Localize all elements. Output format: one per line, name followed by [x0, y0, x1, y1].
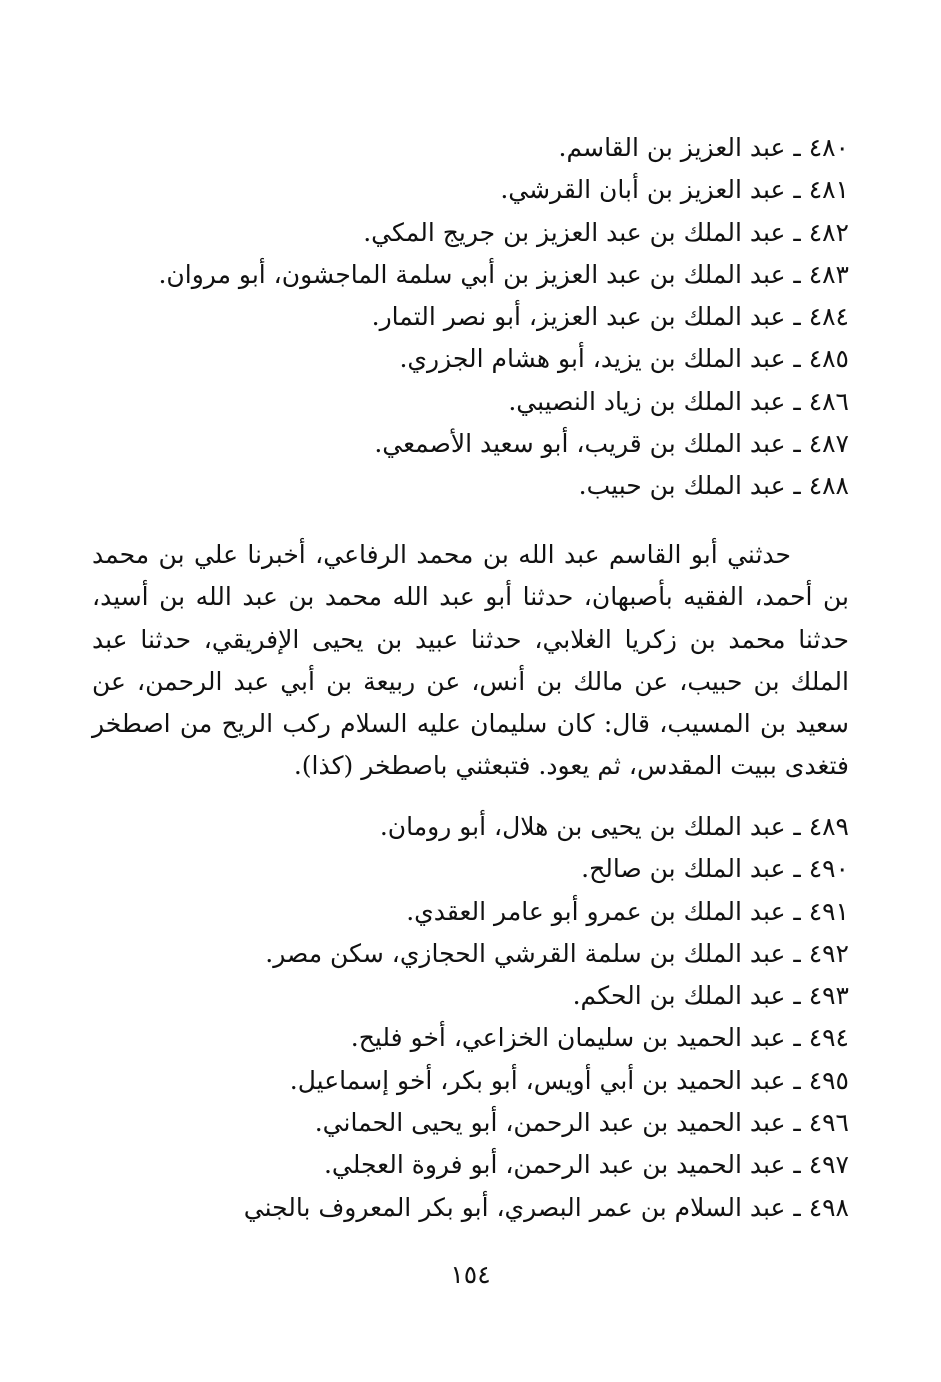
narration-paragraph: حدثني أبو القاسم عبد الله بن محمد الرفاعي، أخبرنا علي بن محمد بن أحمد، الفقيه بأصبهان، حدثنا أبو عبد الله محمد بن عبد الله بن أسيد، حدثنا محمد بن زكريا الغلابي، حدثنا عبيد بن يحيى الإفريقي، حدثنا عبد الملك بن حبيب، عن مالك بن أنس، عن ربيعة بن أبي عبد الرحمن، عن سعيد بن المسيب، قال: كان سليمان عليه السلام ركب الريح من اصطخر فتغدى ببيت المقدس، ثم يعود. فتبعثني باصطخر (كذا).: [92, 540, 849, 781]
list-item: ٤٨٠ ـ عبد العزيز بن القاسم.: [558, 133, 849, 162]
list-item: ٤٨٩ ـ عبد الملك بن يحيى بن هلال، أبو رومان.: [379, 812, 849, 841]
list-item: ٤٩٧ ـ عبد الحميد بن عبد الرحمن، أبو فروة العجلي.: [323, 1150, 849, 1180]
list-item: ٤٩٢ ـ عبد الملك بن سلمة القرشي الحجازي، سكن مصر.: [265, 938, 849, 968]
list-item: ٤٨٤ ـ عبد الملك بن عبد العزيز، أبو نصر التمار.: [371, 302, 849, 332]
list-item: ٤٨٦ ـ عبد الملك بن زياد النصيبي.: [508, 386, 849, 416]
list-item: ٤٩٥ ـ عبد الحميد بن أبي أويس، أبو بكر، أخو إسماعيل.: [289, 1065, 849, 1095]
list-item: ٤٨٨ ـ عبد الملك بن حبيب.: [578, 471, 849, 501]
list-item: ٤٩٣ ـ عبد الملك بن الحكم.: [572, 981, 849, 1011]
entry-list-top: [69, 127, 849, 508]
list-item: ٤٩٨ ـ عبد السلام بن عمر البصري، أبو بكر المعروف بالجني: [243, 1192, 849, 1222]
list-item: ٤٨٥ ـ عبد الملك بن يزيد، أبو هشام الجزري.: [399, 344, 849, 374]
list-item: ٤٩٠ ـ عبد الملك بن صالح.: [581, 854, 849, 884]
entry-list-bottom: [69, 806, 849, 1229]
list-item: ٤٩٤ ـ عبد الحميد بن سليمان الخزاعي، أخو فليح.: [350, 1023, 849, 1053]
page-number: ١٥٤: [450, 1260, 491, 1289]
list-item: ٤٩١ ـ عبد الملك بن عمرو أبو عامر العقدي.: [406, 896, 849, 926]
list-item: ٤٨٣ ـ عبد الملك بن عبد العزيز بن أبي سلمة الماجشون، أبو مروان.: [158, 259, 849, 289]
list-item: ٤٨١ ـ عبد العزيز بن أبان القرشي.: [500, 175, 849, 205]
list-item: ٤٩٦ ـ عبد الحميد بن عبد الرحمن، أبو يحيى الحماني.: [314, 1108, 849, 1138]
list-item: ٤٨٢ ـ عبد الملك بن عبد العزيز بن جريج المكي.: [363, 217, 849, 247]
list-item: ٤٨٧ ـ عبد الملك بن قريب، أبو سعيد الأصمعي.: [374, 429, 849, 459]
